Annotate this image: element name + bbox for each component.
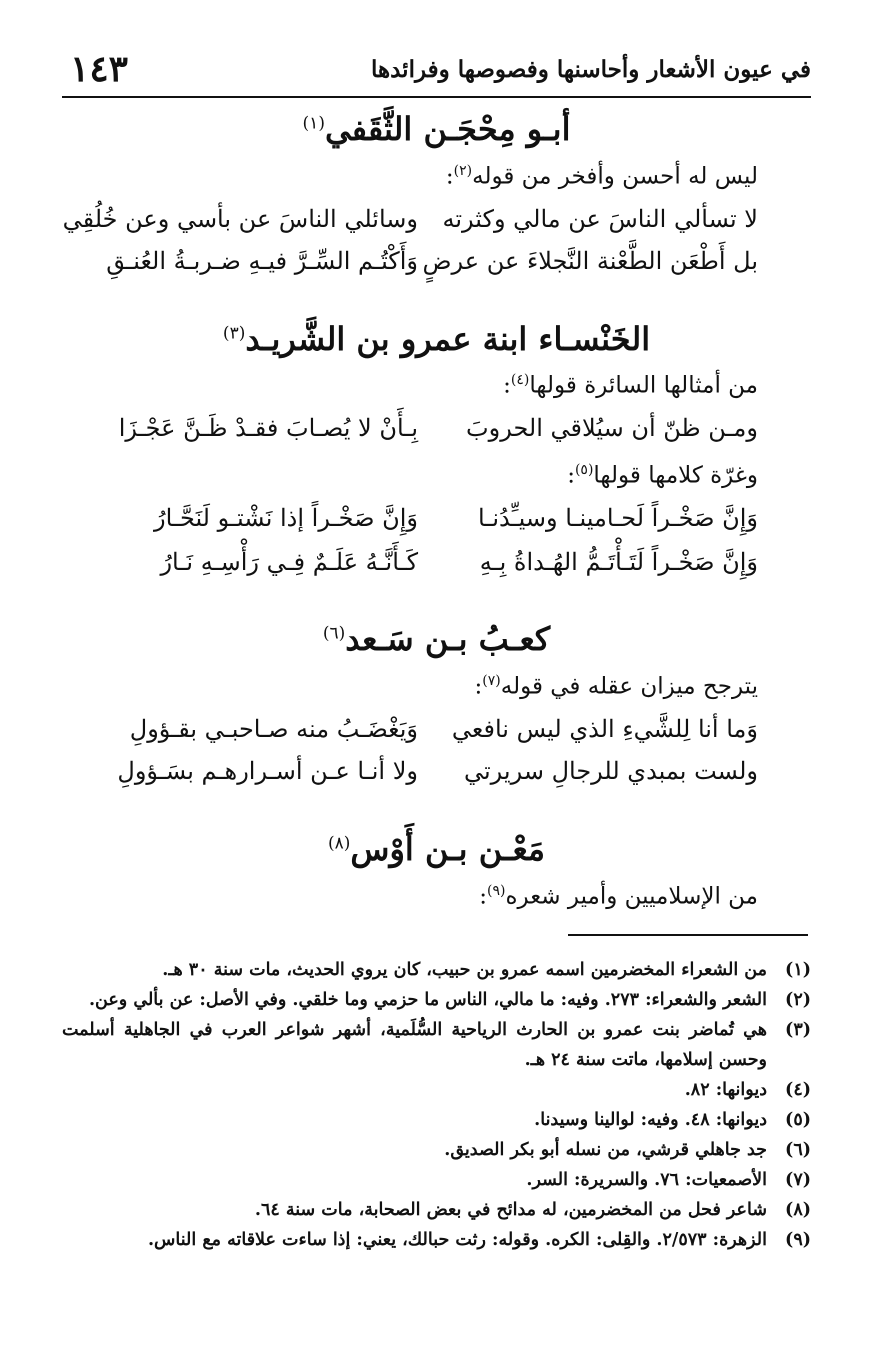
section-title-kab — [0, 620, 873, 658]
footnote-text: الزهرة: ٢/٥٧٣. والقِلى: الكره. وقوله: رثت حبالك، يعني: إذا ساءت علاقاته مع الناس. — [147, 1230, 767, 1250]
intro-line — [475, 673, 758, 700]
footnote-ref: (٣) — [222, 323, 246, 344]
footnote-item — [62, 1135, 811, 1165]
verse-second-hemistich: وَإِنَّ صَخْـراً إذا نَشْتـو لَنَحَّـارُ — [154, 504, 418, 532]
footnote-ref: (٥) — [574, 462, 594, 478]
footnote-text: الشعر والشعراء: ٢٧٣. وفيه: ما مالي، الناس ما حزمي وما خلقي. وفي الأصل: عن بألي وعن. — [88, 990, 767, 1010]
footnote-item — [62, 1165, 811, 1195]
verse-first-hemistich: وَما أنا لِلشَّيءِ الذي ليس نافعي — [451, 715, 758, 743]
header-rule — [62, 96, 811, 98]
page-header — [62, 48, 811, 94]
footnote-ref: (٧) — [482, 673, 501, 689]
footnote-number: (٨) — [785, 1200, 811, 1220]
footnote-number: (٤) — [785, 1080, 811, 1100]
verse-second-hemistich: ولا أنـا عـن أسـرارهـم بسَـؤولِ — [117, 757, 418, 785]
footnote-text: هي تُماضر بنت عمرو بن الحارث الرياحية السُّلَمية، أشهر شواعر العرب في الجاهلية أسلمت وحسن إسلامها، ماتت سنة ٢٤ هـ. — [62, 1020, 767, 1070]
footnote-text: جد جاهلي قرشي، من نسله أبو بكر الصديق. — [444, 1140, 767, 1160]
section-title-maan — [0, 830, 873, 868]
footnote-item — [62, 955, 811, 985]
intro-colon: : — [445, 163, 454, 190]
verse-second-hemistich: وَيَغْضَـبُ منه صـاحبـي بقـؤولِ — [129, 715, 418, 743]
footnote-number: (٣) — [785, 1020, 811, 1040]
running-title: في عيون الأشعار وأحاسنها وفصوصها وفرائدها — [370, 56, 811, 83]
footnote-item — [62, 1105, 811, 1135]
footnote-ref: (٦) — [322, 623, 346, 644]
intro-colon: : — [474, 673, 483, 700]
footnote-text: شاعر فحل من المخضرمين، له مدائح في بعض الصحابة، مات سنة ٦٤. — [254, 1200, 767, 1220]
footnote-item — [62, 1225, 811, 1255]
section-title-abu-mihjan — [0, 110, 873, 148]
page-number: ١٤٣ — [70, 48, 129, 90]
intro-text: وغرّة كلامها قولها — [593, 462, 758, 489]
footnote-text: الأصمعيات: ٧٦. والسريرة: السر. — [526, 1170, 767, 1190]
footnote-number: (١) — [785, 960, 811, 980]
footnote-separator — [568, 934, 808, 936]
verse-first-hemistich: وَإِنَّ صَخْـراً لَتَـأْتَـمُّ الهُـداةُ بِـهِ — [479, 548, 758, 576]
intro-line — [446, 163, 758, 190]
verse-second-hemistich: وَأَكْتُـم السِّـرَّ فيـهِ ضـربـةُ العُنـقِ — [106, 247, 418, 275]
verse-second-hemistich: بِـأَنْ لا يُصـابَ فقـدْ ظَـنَّ عَجْـزَا — [118, 414, 418, 442]
footnotes — [62, 955, 811, 1255]
intro-colon: : — [567, 462, 575, 489]
footnote-ref: (٢) — [453, 163, 473, 179]
intro-colon: : — [479, 883, 487, 910]
footnote-text: ديوانها: ٨٢. — [684, 1080, 767, 1100]
verse-first-hemistich: لا تسألي الناسَ عن مالي وكثرته — [442, 205, 758, 233]
intro-line — [567, 462, 758, 489]
section-title-text: الخَنْسـاء ابنة عمرو بن الشَّريـد — [245, 320, 651, 358]
verse-first-hemistich: وَإِنَّ صَخْـراً لَحـامينـا وسيـِّدُنـا — [477, 504, 758, 532]
footnote-item — [62, 985, 811, 1015]
verse-second-hemistich: وسائلي الناسَ عن بأسي وعن خُلُقِي — [62, 205, 418, 233]
footnote-item — [62, 1015, 811, 1075]
section-title-text: أبـو مِحْجَـن الثَّقَفي — [324, 110, 571, 148]
verse-first-hemistich: ومـن ظنّ أن سيُلاقي الحروبَ — [466, 414, 758, 442]
intro-line — [479, 883, 758, 910]
section-title-khansa — [0, 320, 873, 358]
footnote-ref: (١) — [302, 113, 325, 134]
footnote-ref: (٤) — [510, 372, 530, 388]
footnote-item — [62, 1195, 811, 1225]
verse-first-hemistich: بل أَطْعَن الطَّعْنة النَّجلاءَ عن عرضٍ — [422, 247, 758, 275]
footnote-text: ديوانها: ٤٨. وفيه: لوالينا وسيدنا. — [534, 1110, 767, 1130]
footnote-number: (٥) — [785, 1110, 811, 1130]
intro-text: من أمثالها السائرة قولها — [529, 372, 758, 399]
footnote-number: (٧) — [785, 1170, 811, 1190]
footnote-ref: (٩) — [487, 883, 506, 899]
verse-second-hemistich: كَـأَنَّـهُ عَلَـمٌ فِـي رَأْسِـهِ نَـارُ — [160, 548, 418, 576]
footnote-number: (٦) — [785, 1140, 811, 1160]
footnote-number: (٢) — [785, 990, 811, 1010]
footnote-item — [62, 1075, 811, 1105]
section-title-text: مَعْـن بـن أَوْس — [350, 830, 546, 868]
intro-colon: : — [503, 372, 511, 399]
verse-first-hemistich: ولست بمبدي للرجالِ سريرتي — [464, 757, 758, 785]
section-title-text: كعـبُ بـن سَـعد — [345, 620, 551, 658]
footnote-ref: (٨) — [327, 833, 351, 854]
intro-text: ليس له أحسن وأفخر من قوله — [472, 163, 758, 190]
footnote-text: من الشعراء المخضرمين اسمه عمرو بن حبيب، كان يروي الحديث، مات سنة ٣٠ هـ. — [162, 960, 767, 980]
intro-text: من الإسلاميين وأمير شعره — [505, 883, 758, 910]
footnote-number: (٩) — [785, 1230, 811, 1250]
intro-line — [503, 372, 758, 399]
intro-text: يترجح ميزان عقله في قوله — [500, 673, 758, 700]
